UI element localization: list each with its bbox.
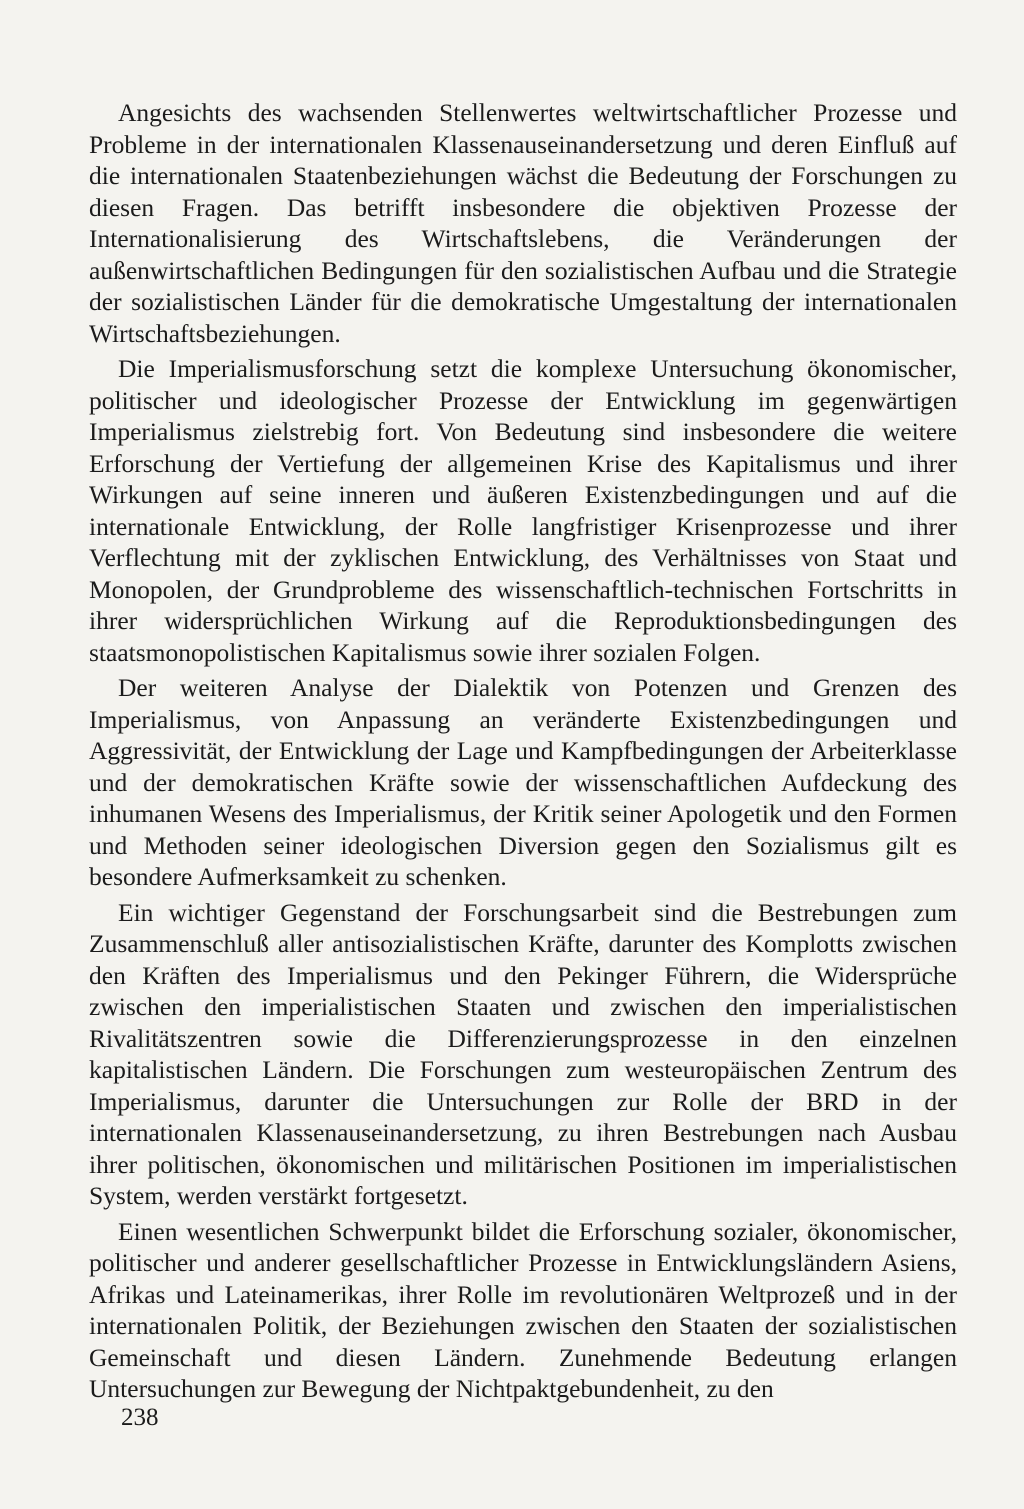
paragraph-1: Angesichts des wachsenden Stellenwertes weltwirtschaftlicher Prozesse und Probleme in der internationalen Klassenauseinandersetzung und deren Einfluß auf die internationalen Staatenbeziehungen wächst die Bedeutung der Forschungen zu diesen Fragen. Das betrifft insbesondere die objektiven Prozesse der Internationalisierung des Wirtschaftslebens, die Veränderungen der außenwirtschaftlichen Bedingungen für den sozialistischen Aufbau und die Strategie der sozialistischen Länder für die demokratische Umgestaltung der internationalen Wirtschaftsbeziehungen.: [89, 98, 957, 348]
paragraph-3: Der weiteren Analyse der Dialektik von Potenzen und Grenzen des Imperialismus, von Anpassung an veränderte Existenzbedingungen und Aggressivität, der Entwicklung der Lage und Kampfbedingungen der Arbeiterklasse und der demokratischen Kräfte sowie der wissenschaftlichen Aufdeckung des inhumanen Wesens des Imperialismus, der Kritik seiner Apologetik und den Formen und Methoden seiner ideologischen Diversion gegen den Sozialismus gilt es besondere Aufmerksamkeit zu schenken.: [89, 673, 957, 891]
paragraph-4: Ein wichtiger Gegenstand der Forschungsarbeit sind die Bestrebungen zum Zusammenschluß aller antisozialistischen Kräfte, darunter des Komplotts zwischen den Kräften des Imperialismus und den Pekinger Führern, die Widersprüche zwischen den imperialistischen Staaten und zwischen den imperialistischen Rivalitätszentren sowie die Differenzierungsprozesse in den einzelnen kapitalistischen Ländern. Die Forschungen zum westeuropäischen Zentrum des Imperialismus, darunter die Untersuchungen zur Rolle der BRD in der internationalen Klassenauseinandersetzung, zu ihren Bestrebungen nach Ausbau ihrer politischen, ökonomischen und militärischen Positionen im imperialistischen System, werden verstärkt fortgesetzt.: [89, 897, 957, 1210]
paragraph-5: Einen wesentlichen Schwerpunkt bildet die Erforschung sozialer, ökonomischer, politischer und anderer gesellschaftlicher Prozesse in Entwicklungsländern Asiens, Afrikas und Lateinamerikas, ihrer Rolle im revolutionären Weltprozeß und in der internationalen Politik, der Beziehungen zwischen den Staaten der sozialistischen Gemeinschaft und diesen Ländern. Zunehmende Bedeutung erlangen Untersuchungen zur Bewegung der Nichtpaktgebundenheit, zu den: [89, 1216, 957, 1403]
page-number: 238: [121, 1404, 159, 1431]
page-body: [89, 97, 957, 1409]
paragraph-2: Die Imperialismusforschung setzt die komplexe Untersuchung ökonomischer, politischer und ideologischer Prozesse der Entwicklung im gegenwärtigen Imperialismus zielstrebig fort. Von Bedeutung sind insbesondere die weitere Erforschung der Vertiefung der allgemeinen Krise des Kapitalismus und ihrer Wirkungen auf seine inneren und äußeren Existenzbedingungen und auf die internationale Entwicklung, der Rolle langfristiger Krisenprozesse und ihrer Verflechtung mit der zyklischen Entwicklung, des Verhältnisses von Staat und Monopolen, der Grundprobleme des wissenschaftlich-technischen Fortschritts in ihrer widersprüchlichen Wirkung auf die Reproduktionsbedingungen des staatsmonopolistischen Kapitalismus sowie ihrer sozialen Folgen.: [89, 354, 957, 667]
